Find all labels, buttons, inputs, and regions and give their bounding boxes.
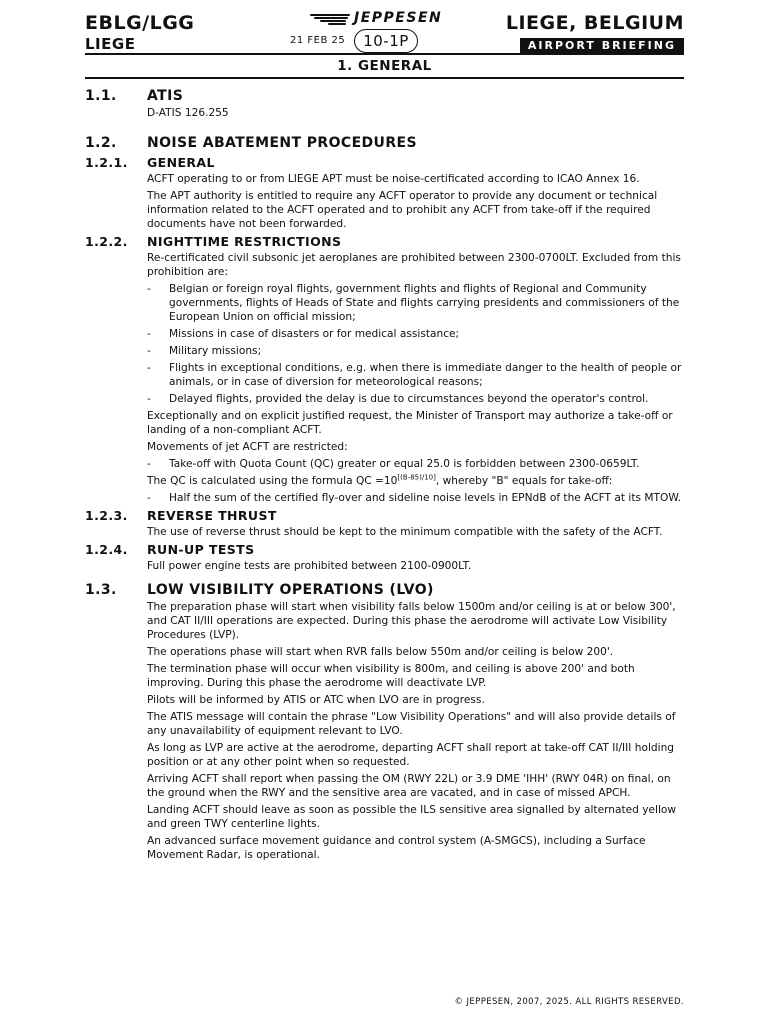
- list-item-text: Missions in case of disasters or for medical assistance;: [169, 328, 460, 340]
- list-item-text: Military missions;: [169, 345, 262, 357]
- heading-title: REVERSE THRUST: [147, 508, 277, 523]
- list-item: [147, 457, 684, 471]
- lvo-body: [147, 600, 684, 862]
- heading-number: 1.2.: [85, 135, 117, 151]
- airport-code: EBLG/LGG: [85, 12, 195, 34]
- paragraph: The APT authority is entitled to require any ACFT operator to provide any document or technical information related to the ACFT operated and to prohibit any ACFT from take-off if the required documents have not been forwarded.: [147, 190, 658, 230]
- heading-number: 1.3.: [85, 582, 117, 598]
- paragraph: As long as LVP are active at the aerodrome, departing ACFT shall report at take-off CAT II/III holding position or at any other point when so requested.: [147, 742, 675, 768]
- paragraph: Pilots will be informed by ATIS or ATC when LVO are in progress.: [147, 694, 485, 706]
- paragraph: An advanced surface movement guidance and control system (A-SMGCS), including a Surface Movement Radar, is operational.: [147, 835, 646, 861]
- copyright-footer: © JEPPESEN, 2007, 2025. ALL RIGHTS RESERVED.: [454, 997, 684, 1007]
- content: [85, 88, 684, 865]
- list-item-text: Belgian or foreign royal flights, government flights and flights of Regional and Community governments, flights of Heads of State and flights carrying presidents and commissioners of the European Union on official mission;: [169, 283, 680, 323]
- bullet: -: [147, 283, 151, 295]
- heading-atis: [85, 88, 684, 106]
- list-item: [147, 344, 684, 358]
- heading-noise-abatement: [85, 135, 684, 153]
- paragraph: ACFT operating to or from LIEGE APT must be noise-certificated according to ICAO Annex 16.: [147, 173, 640, 185]
- bullet: -: [147, 492, 151, 504]
- qc-formula-paragraph: [147, 474, 684, 488]
- paragraph: The use of reverse thrust should be kept to the minimum compatible with the safety of the ACFT.: [147, 526, 663, 538]
- list-item: [147, 327, 684, 341]
- heading-number: 1.1.: [85, 88, 117, 104]
- airport-city: LIEGE: [85, 35, 136, 53]
- paragraph: The termination phase will occur when visibility is 800m, and ceiling is above 200' and both improving. During this phase the aerodrome will deactivate LVP.: [147, 663, 635, 689]
- formula-suffix: , whereby "B" equals for take-off:: [435, 475, 613, 487]
- heading-number: 1.2.3.: [85, 508, 128, 523]
- heading-run-up-tests: [85, 542, 684, 559]
- heading-title: ATIS: [147, 88, 184, 104]
- paragraph: Landing ACFT should leave as soon as possible the ILS sensitive area signalled by alternated yellow and green TWY centerline lights.: [147, 804, 677, 830]
- heading-title: RUN-UP TESTS: [147, 542, 255, 557]
- section-title: 1. GENERAL: [337, 58, 432, 74]
- paragraph: Re-certificated civil subsonic jet aeroplanes are prohibited between 2300-0700LT. Excluded from this prohibition are:: [147, 252, 681, 278]
- atis-frequency: D-ATIS 126.255: [147, 107, 229, 119]
- paragraph: The operations phase will start when RVR falls below 550m and/or ceiling is below 200'.: [147, 646, 614, 658]
- list-item-text: Half the sum of the certified fly-over and sideline noise levels in EPNdB of the ACFT at its MTOW.: [169, 492, 681, 504]
- general-body: [147, 172, 684, 231]
- paragraph: The preparation phase will start when visibility falls below 1500m and/or ceiling is at or below 300', and CAT II/III operations are expected. During this phase the aerodrome will activate Low Visibility Procedures (LVP).: [147, 601, 676, 641]
- list-item-text: Flights in exceptional conditions, e.g. when there is immediate danger to the health of people or animals, or in case of diversion for meteorological reasons;: [169, 362, 682, 388]
- reverse-thrust-body: [147, 525, 684, 539]
- formula-prefix: The QC is calculated using the formula QC =10: [147, 475, 398, 487]
- heading-title: LOW VISIBILITY OPERATIONS (LVO): [147, 582, 434, 598]
- paragraph: Arriving ACFT shall report when passing the OM (RWY 22L) or 3.9 DME 'IHH' (RWY 04R) on final, on the ground when the RWY and the sensitive area are vacated, and in case of missed APCH.: [147, 773, 671, 799]
- bullet: -: [147, 458, 151, 470]
- heading-number: 1.2.2.: [85, 234, 128, 249]
- heading-number: 1.2.4.: [85, 542, 128, 557]
- jeppesen-logo: [310, 10, 470, 28]
- paragraph: Exceptionally and on explicit justified request, the Minister of Transport may authorize a take-off or landing of a non-compliant ACFT.: [147, 410, 673, 436]
- paragraph: The ATIS message will contain the phrase "Low Visibility Operations" and will also provide details of any unavailability of equipment relevant to LVO.: [147, 711, 676, 737]
- list-item-text: Take-off with Quota Count (QC) greater or equal 25.0 is forbidden between 2300-0659LT.: [169, 458, 640, 470]
- paragraph: Full power engine tests are prohibited between 2100-0900LT.: [147, 560, 472, 572]
- bullet: -: [147, 345, 151, 357]
- paragraph: Movements of jet ACFT are restricted:: [147, 441, 348, 453]
- nighttime-body: [147, 251, 684, 505]
- section-rule: [85, 77, 684, 79]
- bullet: -: [147, 328, 151, 340]
- heading-reverse-thrust: [85, 508, 684, 525]
- header-right: [506, 12, 684, 53]
- list-item: [147, 282, 684, 324]
- atis-body: [147, 106, 684, 120]
- heading-general: [85, 155, 684, 172]
- heading-nighttime-restrictions: [85, 234, 684, 251]
- header-left: [85, 12, 194, 54]
- logo-text: JEPPESEN: [354, 10, 443, 26]
- heading-title: GENERAL: [147, 155, 215, 170]
- heading-title: NIGHTTIME RESTRICTIONS: [147, 234, 342, 249]
- list-item: [147, 491, 684, 505]
- heading-title: NOISE ABATEMENT PROCEDURES: [147, 135, 417, 151]
- list-item: [147, 361, 684, 389]
- list-item-text: Delayed flights, provided the delay is due to circumstances beyond the operator's control.: [169, 393, 649, 405]
- heading-lvo: [85, 582, 684, 600]
- header-rule: [85, 53, 684, 55]
- chart-date: 21 FEB 25: [290, 35, 346, 46]
- run-up-body: [147, 559, 684, 573]
- airport-location: LIEGE, BELGIUM: [505, 12, 684, 34]
- logo-stripes-icon: [310, 14, 350, 26]
- bullet: -: [147, 393, 151, 405]
- briefing-label: AIRPORT BRIEFING: [520, 38, 684, 53]
- list-item: [147, 392, 684, 406]
- heading-number: 1.2.1.: [85, 155, 128, 170]
- chart-number: 10-1P: [354, 29, 418, 53]
- formula-exponent: [(B-85)/10]: [397, 473, 436, 482]
- bullet: -: [147, 362, 151, 374]
